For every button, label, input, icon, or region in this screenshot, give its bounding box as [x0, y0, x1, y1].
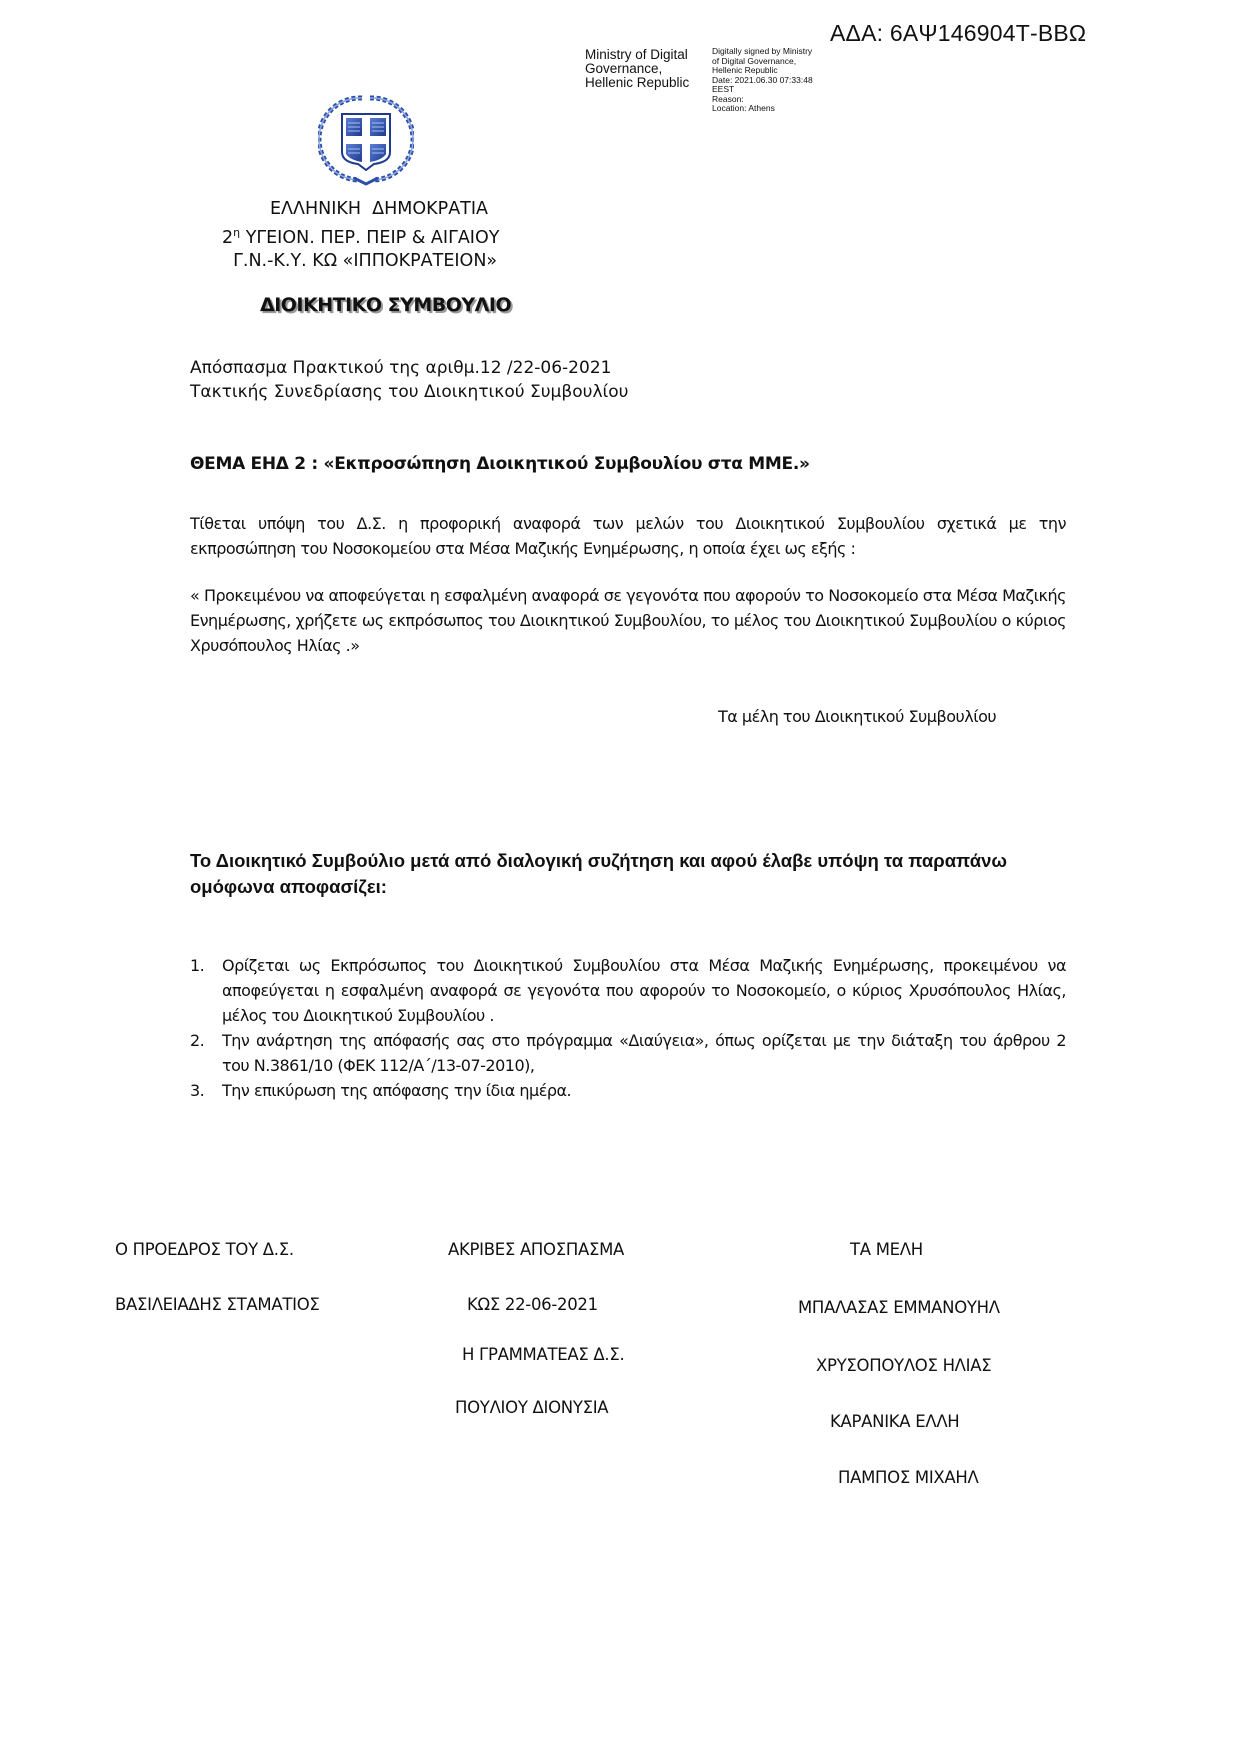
- quoted-proposal: « Προκειμένου να αποφεύγεται η εσφαλμένη αναφορά σε γεγονότα που αφορούν το Νοσοκομείο στα Μέσα Μαζικής Ενημέρωσης, χρήζετε ως εκπρόσωπος του Διοικητικού Συμβουλίου, το μέλος του Διοικητικού Συμβουλίου ο κύριος Χρυσόπουλος Ηλίας .»: [190, 586, 1066, 655]
- signature-detail-line: Location: Athens: [712, 103, 775, 113]
- decision-number: 1.: [190, 956, 205, 975]
- decision-list: [190, 953, 1066, 1103]
- member-name: ΠΑΜΠΟΣ ΜΙΧΑΗΛ: [838, 1468, 979, 1487]
- decision-intro: Το Διοικητικό Συμβούλιο μετά από διαλογική συζήτηση και αφού έλαβε υπόψη τα παραπάνω ομόφωνα αποφασίζει:: [190, 850, 1007, 897]
- decision-text: Την επικύρωση της απόφασης την ίδια ημέρα.: [222, 1081, 572, 1100]
- member-name: ΜΠΑΛΑΣΑΣ ΕΜΜΑΝΟΥΗΛ: [798, 1298, 1000, 1317]
- signature-detail-line: Reason:: [712, 93, 744, 104]
- place-date: ΚΩΣ 22-06-2021: [467, 1295, 598, 1314]
- greek-coat-of-arms-icon: [318, 90, 414, 190]
- signature-detail-line: Hellenic Republic: [712, 65, 778, 75]
- decision-item: [190, 953, 1066, 1028]
- board-title: ΔΙΟΙΚΗΤΙΚΟ ΣΥΜΒΟΥΛΙΟ: [260, 294, 512, 316]
- signature-detail-line: Digitally signed by Ministry: [712, 46, 813, 56]
- proposal-attribution: Τα μέλη του Διοικητικού Συμβουλίου: [718, 707, 997, 726]
- letterhead-health-region: [222, 221, 562, 250]
- signature-org-line: Ministry of Digital: [585, 47, 688, 62]
- member-name: ΚΑΡΑΝΙΚΑ ΕΛΛΗ: [830, 1412, 960, 1431]
- decision-number: 2.: [190, 1031, 205, 1050]
- minutes-reference: [190, 356, 629, 404]
- letterhead-hospital: Γ.Ν.-Κ.Υ. ΚΩ «ΙΠΠΟΚΡΑΤΕΙΟΝ»: [222, 250, 498, 271]
- subject-heading: ΘΕΜΑ ΕΗΔ 2 : «Εκπροσώπηση Διοικητικού Συμβουλίου στα ΜΜΕ.»: [190, 454, 810, 474]
- secretary-title: Η ΓΡΑΜΜΑΤΕΑΣ Δ.Σ.: [462, 1345, 625, 1364]
- decision-text: Την ανάρτηση της απόφασής σας στο πρόγραμμα «Διαύγεια», όπως ορίζεται με την διάταξη του άρθρου 2 του Ν.3861/10 (ΦΕΚ 112/Α΄/13-07-2010),: [222, 1031, 1066, 1075]
- signature-org-line: Governance,: [585, 61, 663, 76]
- decision-text: Ορίζεται ως Εκπρόσωπος του Διοικητικού Συμβουλίου στα Μέσα Μαζικής Ενημέρωσης, προκειμένου να αποφεύγεται η εσφαλμένη αναφορά σε γεγονότα που αφορούν το Νοσοκομείο, ο κύριος Χρυσόπουλος Ηλίας, μέλος του Διοικητικού Συμβουλίου .: [222, 956, 1066, 1025]
- region-number: 2: [222, 227, 234, 248]
- letterhead-country: ΕΛΛΗΝΙΚΗ ΔΗΜΟΚΡΑΤΙΑ: [270, 199, 488, 219]
- members-title: ΤΑ ΜΕΛΗ: [850, 1240, 923, 1259]
- signature-details: [712, 47, 813, 114]
- signature-detail-line: EEST: [712, 84, 735, 94]
- decision-number: 3.: [190, 1081, 205, 1100]
- meeting-type: Τακτικής Συνεδρίασης του Διοικητικού Συμβουλίου: [190, 382, 629, 402]
- signature-organization: [585, 48, 689, 90]
- signature-org-line: Hellenic Republic: [585, 75, 690, 90]
- president-title: Ο ΠΡΟΕΔΡΟΣ ΤΟΥ Δ.Σ.: [115, 1240, 294, 1259]
- intro-paragraph: Τίθεται υπόψη του Δ.Σ. η προφορική αναφορά των μελών του Διοικητικού Συμβουλίου σχετικά με την εκπροσώπηση του Νοσοκομείου στα Μέσα Μαζικής Ενημέρωσης, η οποία έχει ως εξής :: [190, 514, 1066, 558]
- letterhead: [222, 198, 562, 273]
- secretary-name: ΠΟΥΛΙΟΥ ΔΙΟΝΥΣΙΑ: [455, 1398, 609, 1417]
- exact-copy-label: ΑΚΡΙΒΕΣ ΑΠΟΣΠΑΣΜΑ: [448, 1240, 624, 1259]
- minutes-number: Απόσπασμα Πρακτικού της αριθμ.12 /22-06-2021: [190, 358, 612, 378]
- ada-identifier: ΑΔΑ: 6ΑΨ146904Τ-ΒΒΩ: [830, 20, 1087, 46]
- decision-item: [190, 1028, 1066, 1078]
- region-ordinal: η: [233, 226, 241, 239]
- member-name: ΧΡΥΣΟΠΟΥΛΟΣ ΗΛΙΑΣ: [816, 1356, 992, 1375]
- president-name: ΒΑΣΙΛΕΙΑΔΗΣ ΣΤΑΜΑΤΙΟΣ: [115, 1295, 320, 1314]
- decision-item: [190, 1078, 1066, 1103]
- signature-detail-line: of Digital Governance,: [712, 55, 797, 66]
- region-name: ΥΓΕΙΟΝ. ΠΕΡ. ΠΕΙΡ & ΑΙΓΑΙΟΥ: [240, 227, 500, 248]
- signature-detail-line: Date: 2021.06.30 07:33:48: [712, 74, 813, 85]
